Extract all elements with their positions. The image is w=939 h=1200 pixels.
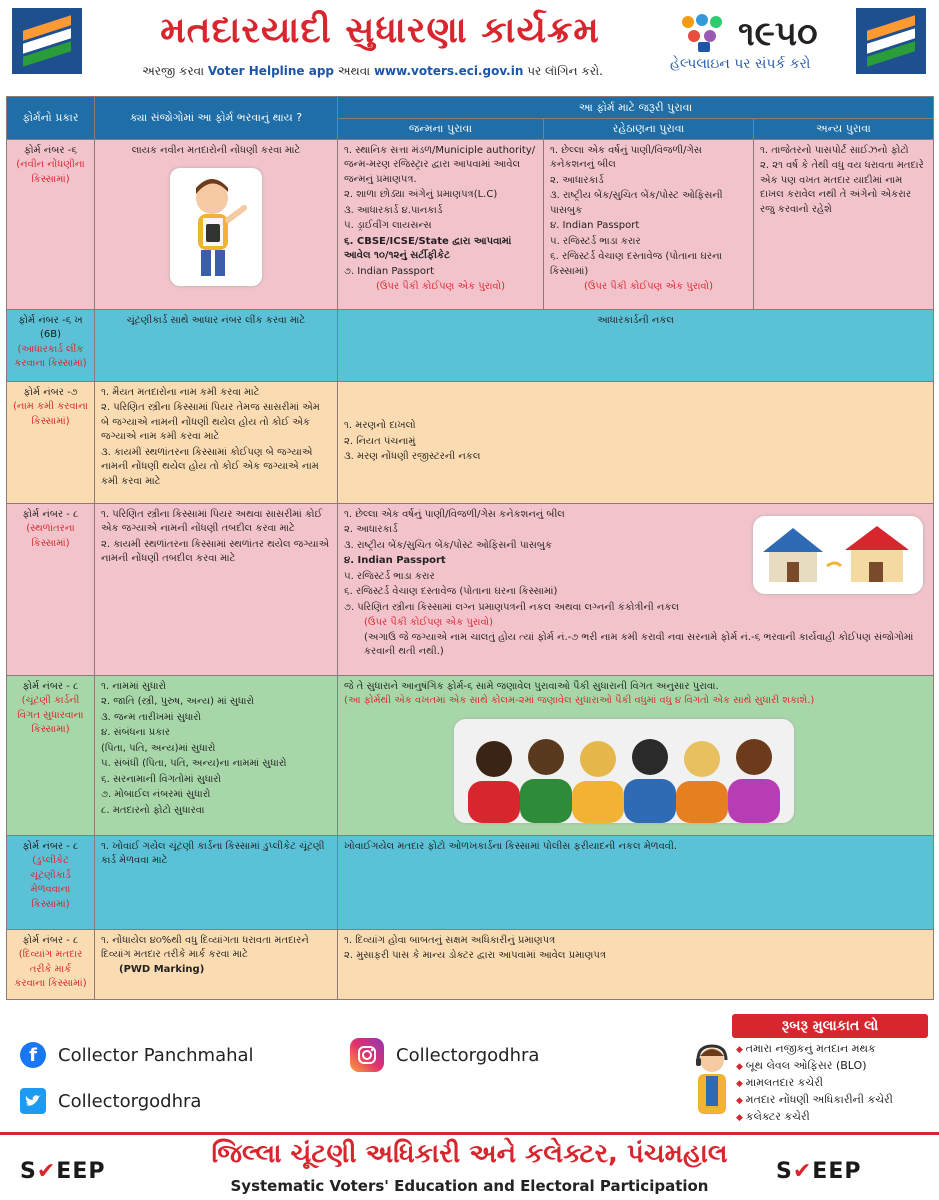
- instagram-link[interactable]: Collectorgodhra: [350, 1038, 539, 1072]
- table-row: [7, 309, 934, 381]
- helpline-number: ૧૯૫૦: [738, 14, 818, 54]
- other-proof-cell: ૧. તાજેતરનો પાસપોર્ટ સાઈઝનો ફોટો ૨. ૨૧ વર્ષ કે તેથી વધુ વય ધરાવતા મતદારે એક પણ વખત મતદાર યાદીમાં નામ દાખલ કરાવેલ નથી તે અંગેનો એકરાર રજુ કરવાનો રહેશે: [754, 139, 934, 309]
- footer-title: જિલ્લા ચૂંટણી અધિકારી અને કલેક્ટર, પંચમહાલ: [211, 1139, 728, 1169]
- header-proofs: આ ફોર્મ માટે જરૂરી પુરાવા: [338, 97, 934, 119]
- twitter-link[interactable]: Collectorgodhra: [20, 1088, 201, 1114]
- forms-table: [6, 96, 934, 1000]
- residence-proof-cell: ૧. છેલ્લા એક વર્ષનું પાણી/વિજળી/ગેસ કનેકશનનું બીલ ૨. આધારકાર્ડ ૩. રાષ્ટ્રીય બેંક/સુચિત બેંક/પોસ્ટ ઓફિસની પાસબુક ૪. Indian Passport ૫. રજિસ્ટર્ડ ભાડા કરાર ૬. રજિસ્ટર્ડ વેચાણ દસ્તાવેજ (પોતાના ઘરના કિસ્સામાં) (ઉપર પૈકી કોઈપણ એક પુરાવો): [544, 139, 754, 309]
- voter-helpline-app-label: Voter Helpline app: [207, 64, 335, 78]
- facebook-icon: f: [20, 1042, 46, 1068]
- helpdesk-agent-icon: [690, 1042, 734, 1126]
- proof-cell: ૧. દિવ્યાંગ હોવા બાબતનું સક્ષમ અધિકારીનું પ્રમાણપત્ર ૨. મુસાફરી પાસ કે માન્ય ડોક્ટર દ્વારા આપવામાં આવેલ પ્રમાણપત્ર: [338, 929, 934, 999]
- proof-cell: ખોવાઈગયેલ મતદાર ફોટો ઓળખકાર્ડના કિસ્સામાં પોલીસ ફરીયાદની નકલ મેળવવી.: [338, 835, 934, 929]
- footer-subtitle: Systematic Voters' Education and Electoral Participation: [230, 1177, 709, 1195]
- website-link[interactable]: www.voters.eci.gov.in: [373, 64, 524, 78]
- people-illustration: [454, 719, 794, 823]
- form-cell: ફોર્મ નંબર - ૮ (ડુપ્લીકેટ ચૂંટણીકાર્ડ મેળવવાના કિસ્સામાં): [7, 835, 95, 929]
- visit-offices-box: [690, 1014, 930, 1132]
- helpline-text: હેલ્પલાઇન પર સંપર્ક કરો: [670, 56, 811, 72]
- birth-proof-cell: ૧. સ્થાનિક સત્તા મંડળ/Municiple authority/જન્મ-મરણ રજિસ્ટ્રાર દ્વારા આપવામાં આવેલ જન્મનું પ્રમાણપત્ર. ૨. શાળા છોડ્યા અંગેનું પ્રમાણપત્ર(L.C) ૩. આધારકાર્ડ ૪.પાનકાર્ડ ૫. ડ્રાઈવીંગ લાયસન્સ ૬. CBSE/ICSE/State દ્વારા આપવામાં આવેલ ૧૦/૧૨નું સર્ટીફીકેટ ૭. Indian Passport (ઉપર પૈકી કોઈપણ એક પુરાવો): [338, 139, 544, 309]
- eci-logo-right: [856, 8, 926, 74]
- when-cell: ૧. નામમાં સુધારો ૨. જાતિ (સ્ત્રી, પુરુષ, અન્ય) માં સુધારો ૩. જન્મ તારીખમાં સુધારો ૪. સંબંધના પ્રકાર (પિતા, પતિ, અન્ય)માં સુધારો ૫. સંબંધી (પિતા, પતિ, અન્ય)ના નામમાં સુધારો ૬. સરનામાની વિગતોમાં સુધારો ૭. મોબાઈલ નંબરમાં સુધારો ૮. મતદારનો ફોટો સુધારવા: [95, 675, 338, 835]
- sweep-logo-left: S✔EEP: [20, 1159, 106, 1184]
- table-row: [7, 139, 934, 309]
- when-cell: લાયક નવીન મતદારોની નોંધણી કરવા માટે: [95, 139, 338, 309]
- form-cell: ફોર્મ નંબર - ૮ (સ્થળાંતરના કિસ્સામાં): [7, 503, 95, 675]
- proof-cell: આધારકાર્ડની નકલ: [338, 309, 934, 381]
- boy-illustration: [170, 168, 262, 286]
- form-cell: ફોર્મ નંબર -૬ ખ (6B) (આધારકાર્ડ લીંક કરવાના કિસ્સામાં): [7, 309, 95, 381]
- twitter-icon: [20, 1088, 46, 1114]
- table-row: [7, 835, 934, 929]
- sweep-logo-right: S✔EEP: [776, 1159, 862, 1184]
- instagram-icon: [350, 1038, 384, 1072]
- proof-cell: ૧. મરણનો દાખલો ૨. નિયત પંચનામું ૩. મરણ નોંધણી રજીસ્ટરની નકલ: [338, 381, 934, 503]
- header-residence-proof: રહેઠાણના પુરાવા: [544, 119, 754, 140]
- eci-logo-left: [12, 8, 82, 74]
- page-header: [0, 0, 939, 92]
- helpline-phone-icon: [678, 12, 730, 54]
- list-item: ◆ તમારા નજીકનું મતદાન મથક: [736, 1042, 893, 1056]
- list-item: ◆ કલેક્ટર કચેરી: [736, 1110, 893, 1124]
- list-item: ◆ મામલતદાર કચેરી: [736, 1076, 893, 1090]
- form-cell: ફોર્મ નંબર -૬ (નવીન નોંધણીના કિસ્સામાં): [7, 139, 95, 309]
- header-when: ક્યા સંજોગોમાં આ ફોર્મ ભરવાનું થાય ?: [95, 97, 338, 140]
- proof-cell: જે તે સુધારાને આનુષંગિક ફોર્મ-૬ સામે જણાવેલ પુરાવાઓ પૈકી સુધારાની વિગત અનુસાર પુરાવા. (આ ફોર્મથી એક વખતમાં એક સાથે કોલમ-૨માં જણાવેલ સુધારાઓ પૈકી વધુમાં વધુ ૪ વિગતો એક સાથે સુધારી શકાશે.): [338, 675, 934, 835]
- when-cell: ચૂંટણીકાર્ડ સાથે આધાર નંબર લીંક કરવા માટે: [95, 309, 338, 381]
- list-item: ◆ બૂથ લેવલ ઓફિસર (BLO): [736, 1059, 893, 1073]
- when-cell: ૧. નોંધાયેલ ૪૦%થી વધુ દિવ્યાંગતા ધરાવતા મતદારને દિવ્યાંગ મતદાર તરીકે માર્ક કરવા માટે (PWD Marking): [95, 929, 338, 999]
- form-cell: ફોર્મ નંબર - ૮ (ચૂંટણી કાર્ડની વિગત સુધારવાના કિસ્સામા): [7, 675, 95, 835]
- when-cell: ૧. મૈયત મતદારોના નામ કમી કરવા માટે ૨. પરિણિત સ્ત્રીના કિસ્સામાં પિયર તેમજ સાસરીમાં એમ બે જગ્યાએ નામની નોંધણી થયેલ હોય તો કોઈ એક જગ્યાએ નામ કમી કરવા માટે ૩. કાયમી સ્થળાંતરના કિસ્સામાં કોઈપણ બે જગ્યાએ નામની નોંધણી થયેલ હોય તો કોઈ એક જગ્યાએ નામ કમી કરવા માટે: [95, 381, 338, 503]
- table-row: [7, 503, 934, 675]
- login-instruction: અરજી કરવા Voter Helpline app અથવા www.voters.eci.gov.in પર લૉગિન કરો.: [142, 64, 603, 78]
- table-row: [7, 929, 934, 999]
- header-form-type: ફોર્મનો પ્રકાર: [7, 97, 95, 140]
- form-cell: ફોર્મ નંબર - ૮ (દિવ્યાંગ મતદાર તરીકે માર્ક કરવાના કિસ્સામાં): [7, 929, 95, 999]
- header-birth-proof: જન્મના પુરાવા: [338, 119, 544, 140]
- visit-title: રૂબરૂ મુલાકાત લો: [732, 1014, 928, 1038]
- table-row: [7, 381, 934, 503]
- header-other-proof: અન્ય પુરાવા: [754, 119, 934, 140]
- proof-cell: ૧. છેલ્લા એક વર્ષનું પાણી/વિજળી/ગેસ કનેકશનનું બીલ ૨. આધારકાર્ડ ૩. રાષ્ટ્રીય બેંક/સુચિત બેંક/પોસ્ટ ઓફિસની પાસબુક ૪. Indian Passport ૫. રજિસ્ટર્ડ ભાડા કરાર ૬. રજિસ્ટર્ડ વેચાણ દસ્તાવેજ (પોતાના ઘરના કિસ્સામાં) ૭. પરિણિત સ્ત્રીના કિસ્સામાં લગ્ન પ્રમાણપત્રની નકલ અથવા લગ્નની કંકોત્રીની નકલ (ઉપર પૈકી કોઈપણ એક પુરાવો) (અગાઉ જે જગ્યાએ નામ ચાલતું હોય ત્યાં ફોર્મ નં.-૭ ભરી નામ કમી કરાવી નવા સરનામે ફોર્મ નં.-૬ ભરવાની કાર્યવાહી કોઈપણ સંજોગોમાં કરવાની થતી નથી.): [338, 503, 934, 675]
- form-cell: ફોર્મ નંબર -૭ (નામ કમી કરવાના કિસ્સામાં): [7, 381, 95, 503]
- facebook-link[interactable]: f Collector Panchmahal: [20, 1042, 254, 1068]
- visit-list: [736, 1042, 893, 1127]
- footer-banner: [0, 1132, 939, 1200]
- social-links: [0, 1014, 700, 1120]
- when-cell: ૧. ખોવાઈ ગયેલ ચૂંટણી કાર્ડના કિસ્સામાં ડુપ્લીકેટ ચૂંટણી કાર્ડ મેળવવા માટે: [95, 835, 338, 929]
- table-row: [7, 675, 934, 835]
- list-item: ◆ મતદાર નોંધણી અધિકારીની કચેરી: [736, 1093, 893, 1107]
- houses-illustration: [753, 516, 923, 594]
- page-title: મતદારયાદી સુધારણા કાર્યક્રમ: [160, 10, 600, 51]
- when-cell: ૧. પરિણિત સ્ત્રીના કિસ્સામાં પિયર અથવા સાસરીમાં કોઈ એક જગ્યાએ નામની નોંધણી તબદીલ કરવા માટે ૨. કાયમી સ્થળાંતરના કિસ્સામાં સ્થળાંતર થયેલ જગ્યાએ નામની નોંધણી તબદીલ કરવા માટે: [95, 503, 338, 675]
